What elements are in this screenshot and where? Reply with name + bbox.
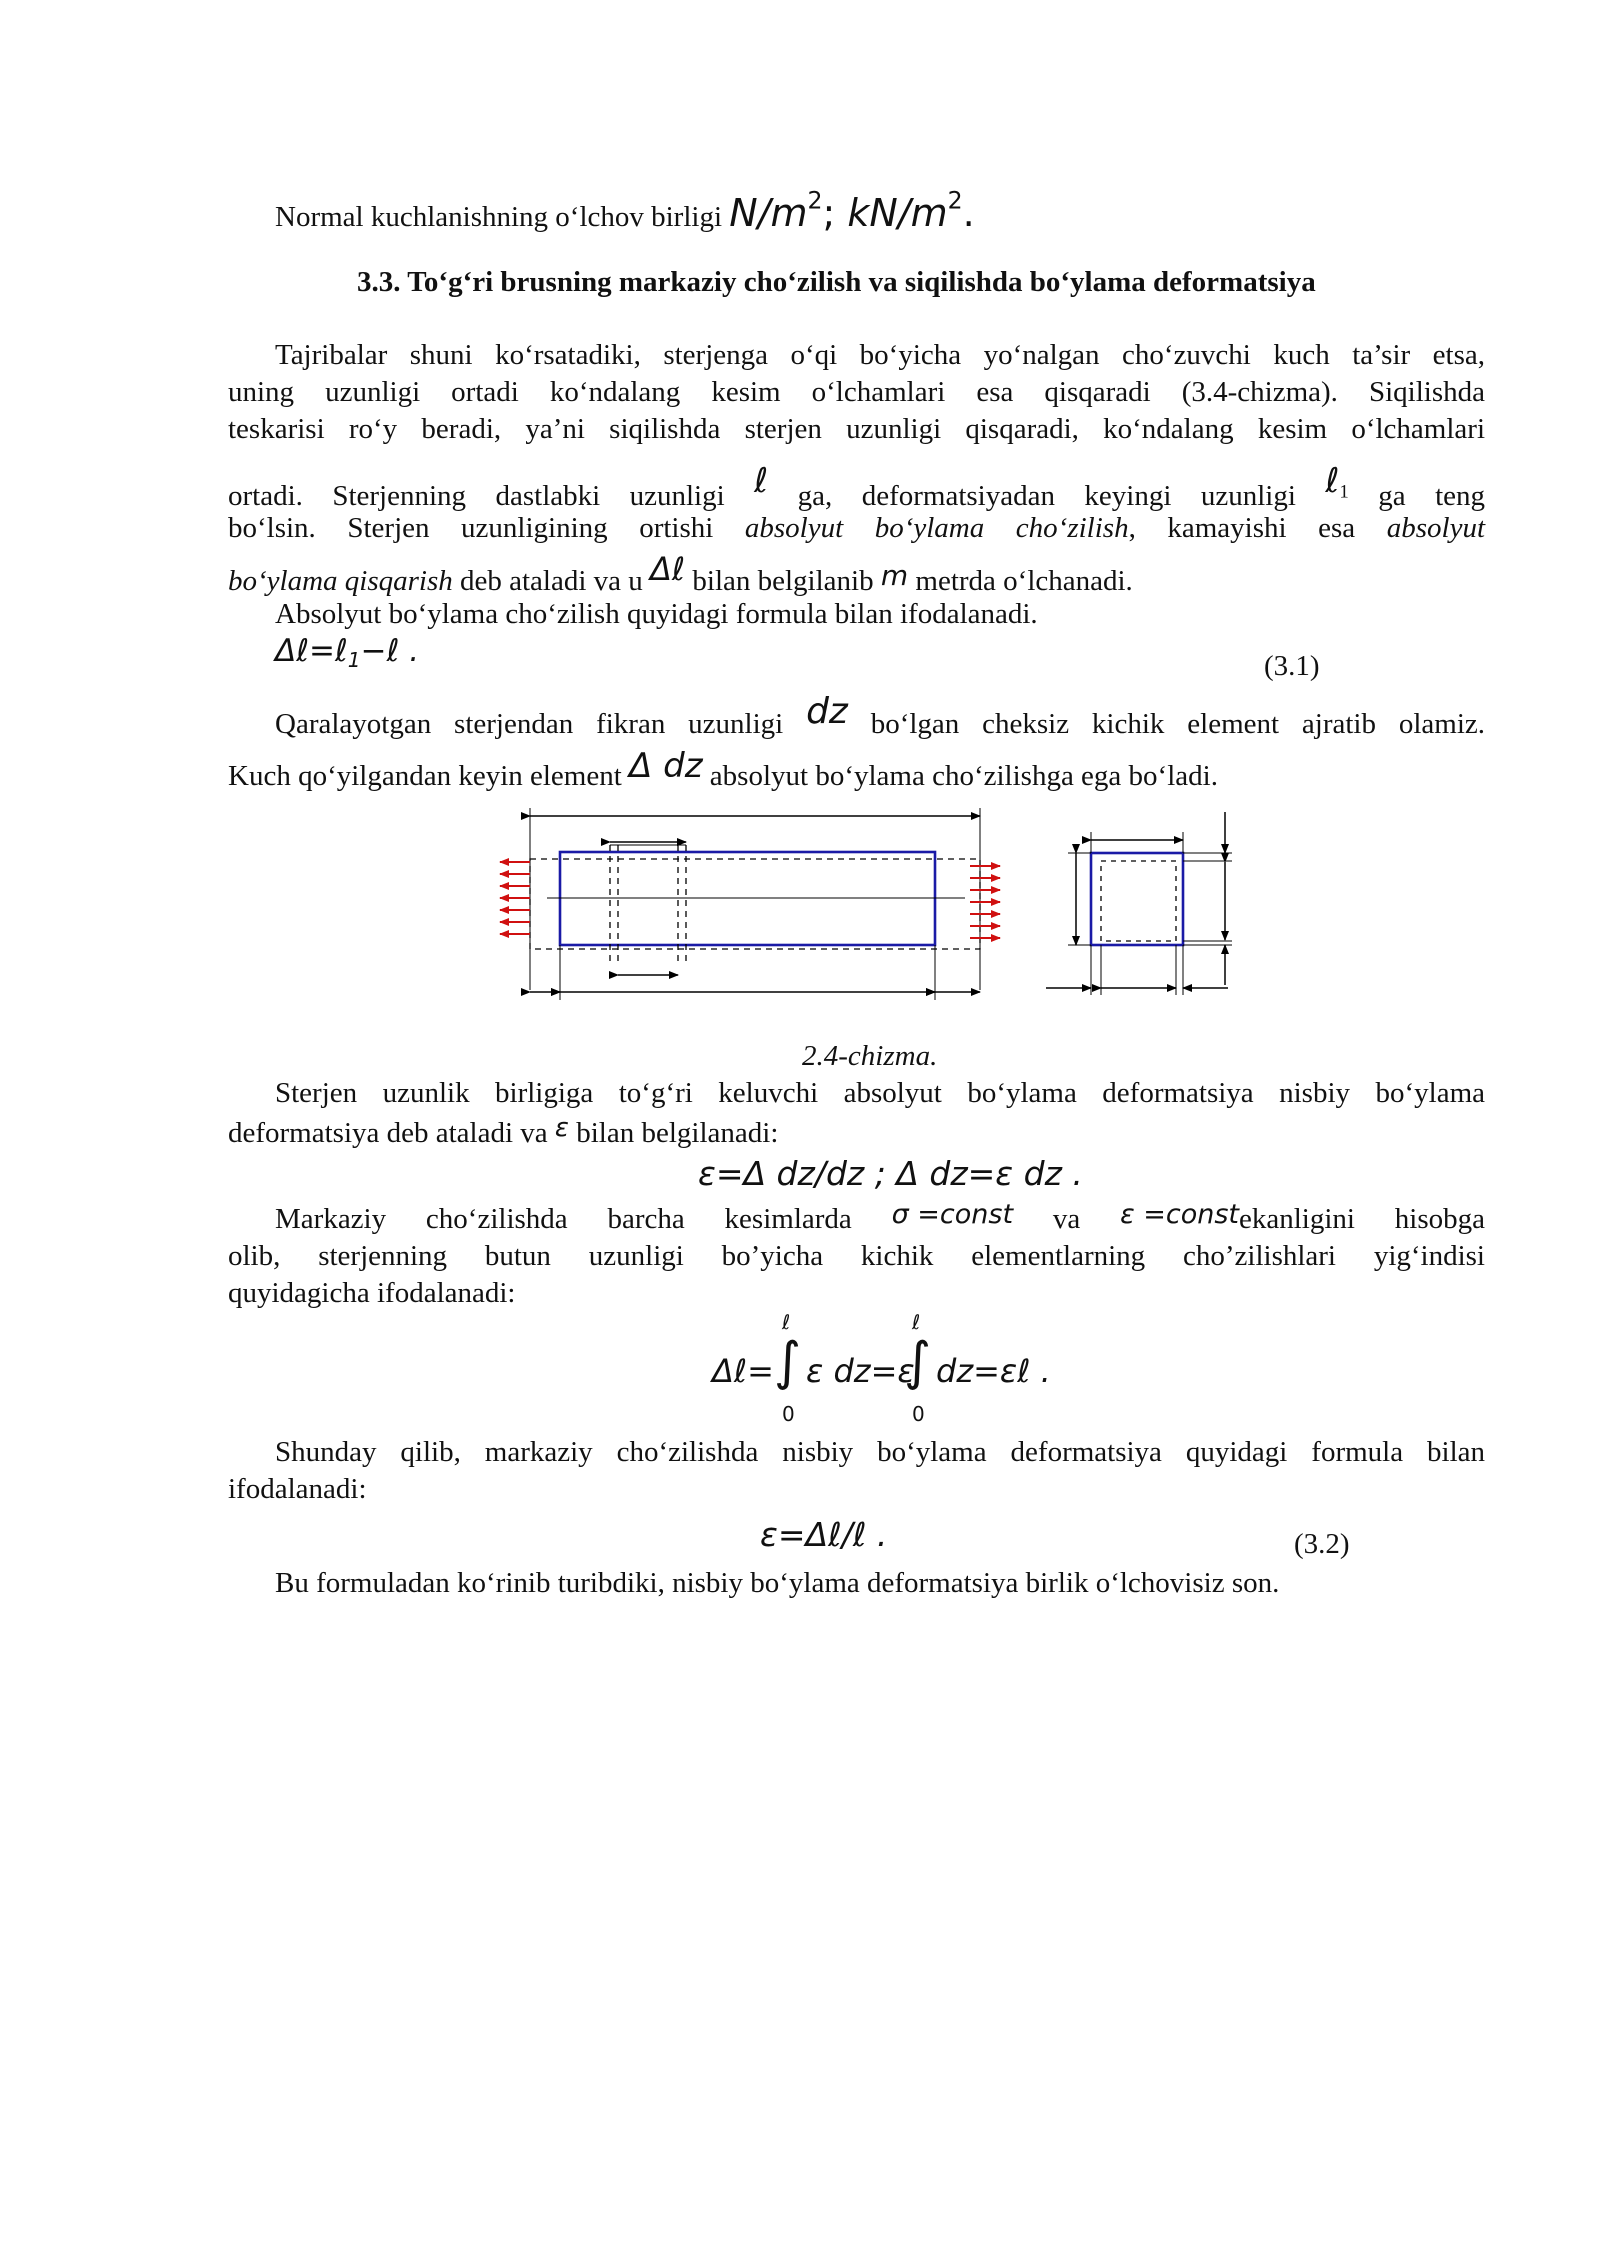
text: bo‘lgan cheksiz kichik element ajratib olamiz. [870,708,1485,740]
lower-limit: 0 [782,1402,795,1426]
text: bilan belgilanib [692,565,874,597]
equation-strain: ε=Δ dz/dz ; Δ dz=ε dz . [698,1154,1083,1193]
length-symbol: ℓ [754,461,769,501]
epsilon-const-formula: ε =const [1120,1199,1239,1230]
paragraph-line [275,1438,1485,1467]
paragraph-line [275,1199,1485,1235]
exponent: 2 [807,186,823,215]
eq-lhs: Δℓ= [712,1352,774,1390]
epsilon-symbol: ε [554,1113,569,1143]
exponent: 2 [947,186,963,215]
text: ekanligini hisobga [1239,1203,1485,1235]
dz-symbol: dz [806,691,848,732]
symbol: ℓ [1325,461,1340,501]
formula-end: . [962,191,975,235]
text: teskarisi ro‘y beradi, ya’ni siqilishda sterjen uzunligi qisqaradi, ko‘ndalang kesim o‘lchamlari [228,413,1485,445]
text: bo‘lsin. Sterjen uzunligining ortishi [228,512,714,544]
equation-number: (3.2) [1294,1528,1350,1560]
delta-dz-symbol: Δ dz [629,746,703,786]
text: bilan belgilanadi: [576,1117,779,1149]
units-formula [729,186,975,235]
text: , kamayishi esa [1128,512,1356,544]
paragraph-line [228,550,1133,597]
text: metrda o‘lchanadi. [915,565,1133,597]
paragraph-line [228,746,1218,792]
text: va [1052,1203,1081,1235]
formula-part: kN/m [847,191,948,235]
term: bo‘ylama qisqarish [228,565,453,597]
eq-middle: ε dz=ε [806,1352,915,1390]
term: absolyut [1386,512,1486,544]
text: Qaralayotgan sterjendan fikran uzunligi [275,708,784,740]
equation-number: (3.1) [1264,650,1320,682]
text: Shunday qilib, markaziy cho‘zilishda nisbiy bo‘ylama deformatsiya quyidagi formula bilan [275,1436,1485,1468]
units-text: Normal kuchlanishning o‘lchov birligi [275,201,723,233]
eq-rhs: dz=εℓ . [936,1352,1051,1390]
subscript: 1 [1339,481,1349,503]
sigma-const-formula: σ =const [891,1199,1014,1230]
length-symbol-1 [1325,461,1349,503]
integral-sign: ∫ [774,1332,802,1392]
paragraph-line: ifodalanadi: [228,1473,367,1505]
separator: ; [822,191,836,235]
text: deb ataladi va u [460,565,643,597]
force-arrows-left [500,862,530,934]
text: ortadi. Sterjenning dastlabki uzunligi [228,480,725,512]
paragraph-line: quyidagicha ifodalanadi: [228,1277,516,1309]
equation-3-2: ε=Δℓ/ℓ . [760,1515,888,1554]
text: Tajribalar shuni ko‘rsatadiki, sterjenga o‘qi bo‘yicha yo‘nalgan cho‘zuvchi kuch ta’sir etsa, [275,339,1485,371]
text: ga, deformatsiyadan keyingi uzunligi [797,480,1296,512]
formula-part: N/m [729,191,808,235]
paragraph-line [228,514,1485,543]
paragraph-line [228,1242,1485,1271]
eq-rhs: −ℓ . [360,633,420,669]
paragraph-line [275,341,1485,370]
lower-limit: 0 [912,1402,925,1426]
text: Markaziy cho‘zilishda barcha kesimlarda [275,1203,852,1235]
bar-deformation-figure [480,800,1240,1010]
force-arrows-right [970,866,1000,938]
text: ga teng [1378,480,1486,512]
upper-limit: ℓ [912,1310,921,1334]
delta-l-symbol: Δℓ [650,550,686,588]
formula-intro: Absolyut bo‘ylama cho‘zilish quyidagi formula bilan ifodalanadi. [275,598,1038,630]
longitudinal-view [530,808,980,1000]
paragraph-line [228,1113,779,1149]
m-symbol: m [880,559,909,592]
paragraph-line [275,691,1485,740]
paragraph-line [275,1079,1485,1108]
text: uning uzunligi ortadi ko‘ndalang kesim o‘lchamlari esa qisqaradi (3.4-chizma). Siqilishda [228,376,1485,408]
eq-sub: 1 [347,648,361,673]
section-title: 3.3. To‘g‘ri brusning markaziy cho‘zilish va siqilishda bo‘ylama deformatsiya [357,266,1316,298]
text: deformatsiya deb ataladi va [228,1117,548,1149]
text: olib, sterjenning butun uzunligi bo’yicha kichik elementlarning cho’zilishlari yig‘indisi [228,1240,1485,1272]
paragraph-line [228,378,1485,407]
cross-section-view [1046,812,1232,995]
text: Kuch qo‘yilgandan keyin element [228,760,622,792]
upper-limit: ℓ [782,1310,791,1334]
equation-integral [712,1310,1052,1430]
units-line [275,186,975,235]
text: absolyut bo‘ylama cho‘zilishga ega bo‘ladi. [709,760,1218,792]
eq-lhs: Δℓ=ℓ [275,633,348,669]
integral-sign: ∫ [904,1332,932,1392]
paragraph-line [228,415,1485,444]
paragraph-line [228,461,1486,512]
figure-caption: 2.4-chizma. [802,1040,938,1072]
text: Sterjen uzunlik birligiga to‘g‘ri keluvchi absolyut bo‘ylama deformatsiya nisbiy bo‘ylama [275,1077,1485,1109]
equation-3-1 [275,633,420,673]
final-line: Bu formuladan ko‘rinib turibdiki, nisbiy bo‘ylama deformatsiya birlik o‘lchovisiz son. [275,1567,1280,1599]
term: absolyut bo‘ylama cho‘zilish [744,512,1129,544]
